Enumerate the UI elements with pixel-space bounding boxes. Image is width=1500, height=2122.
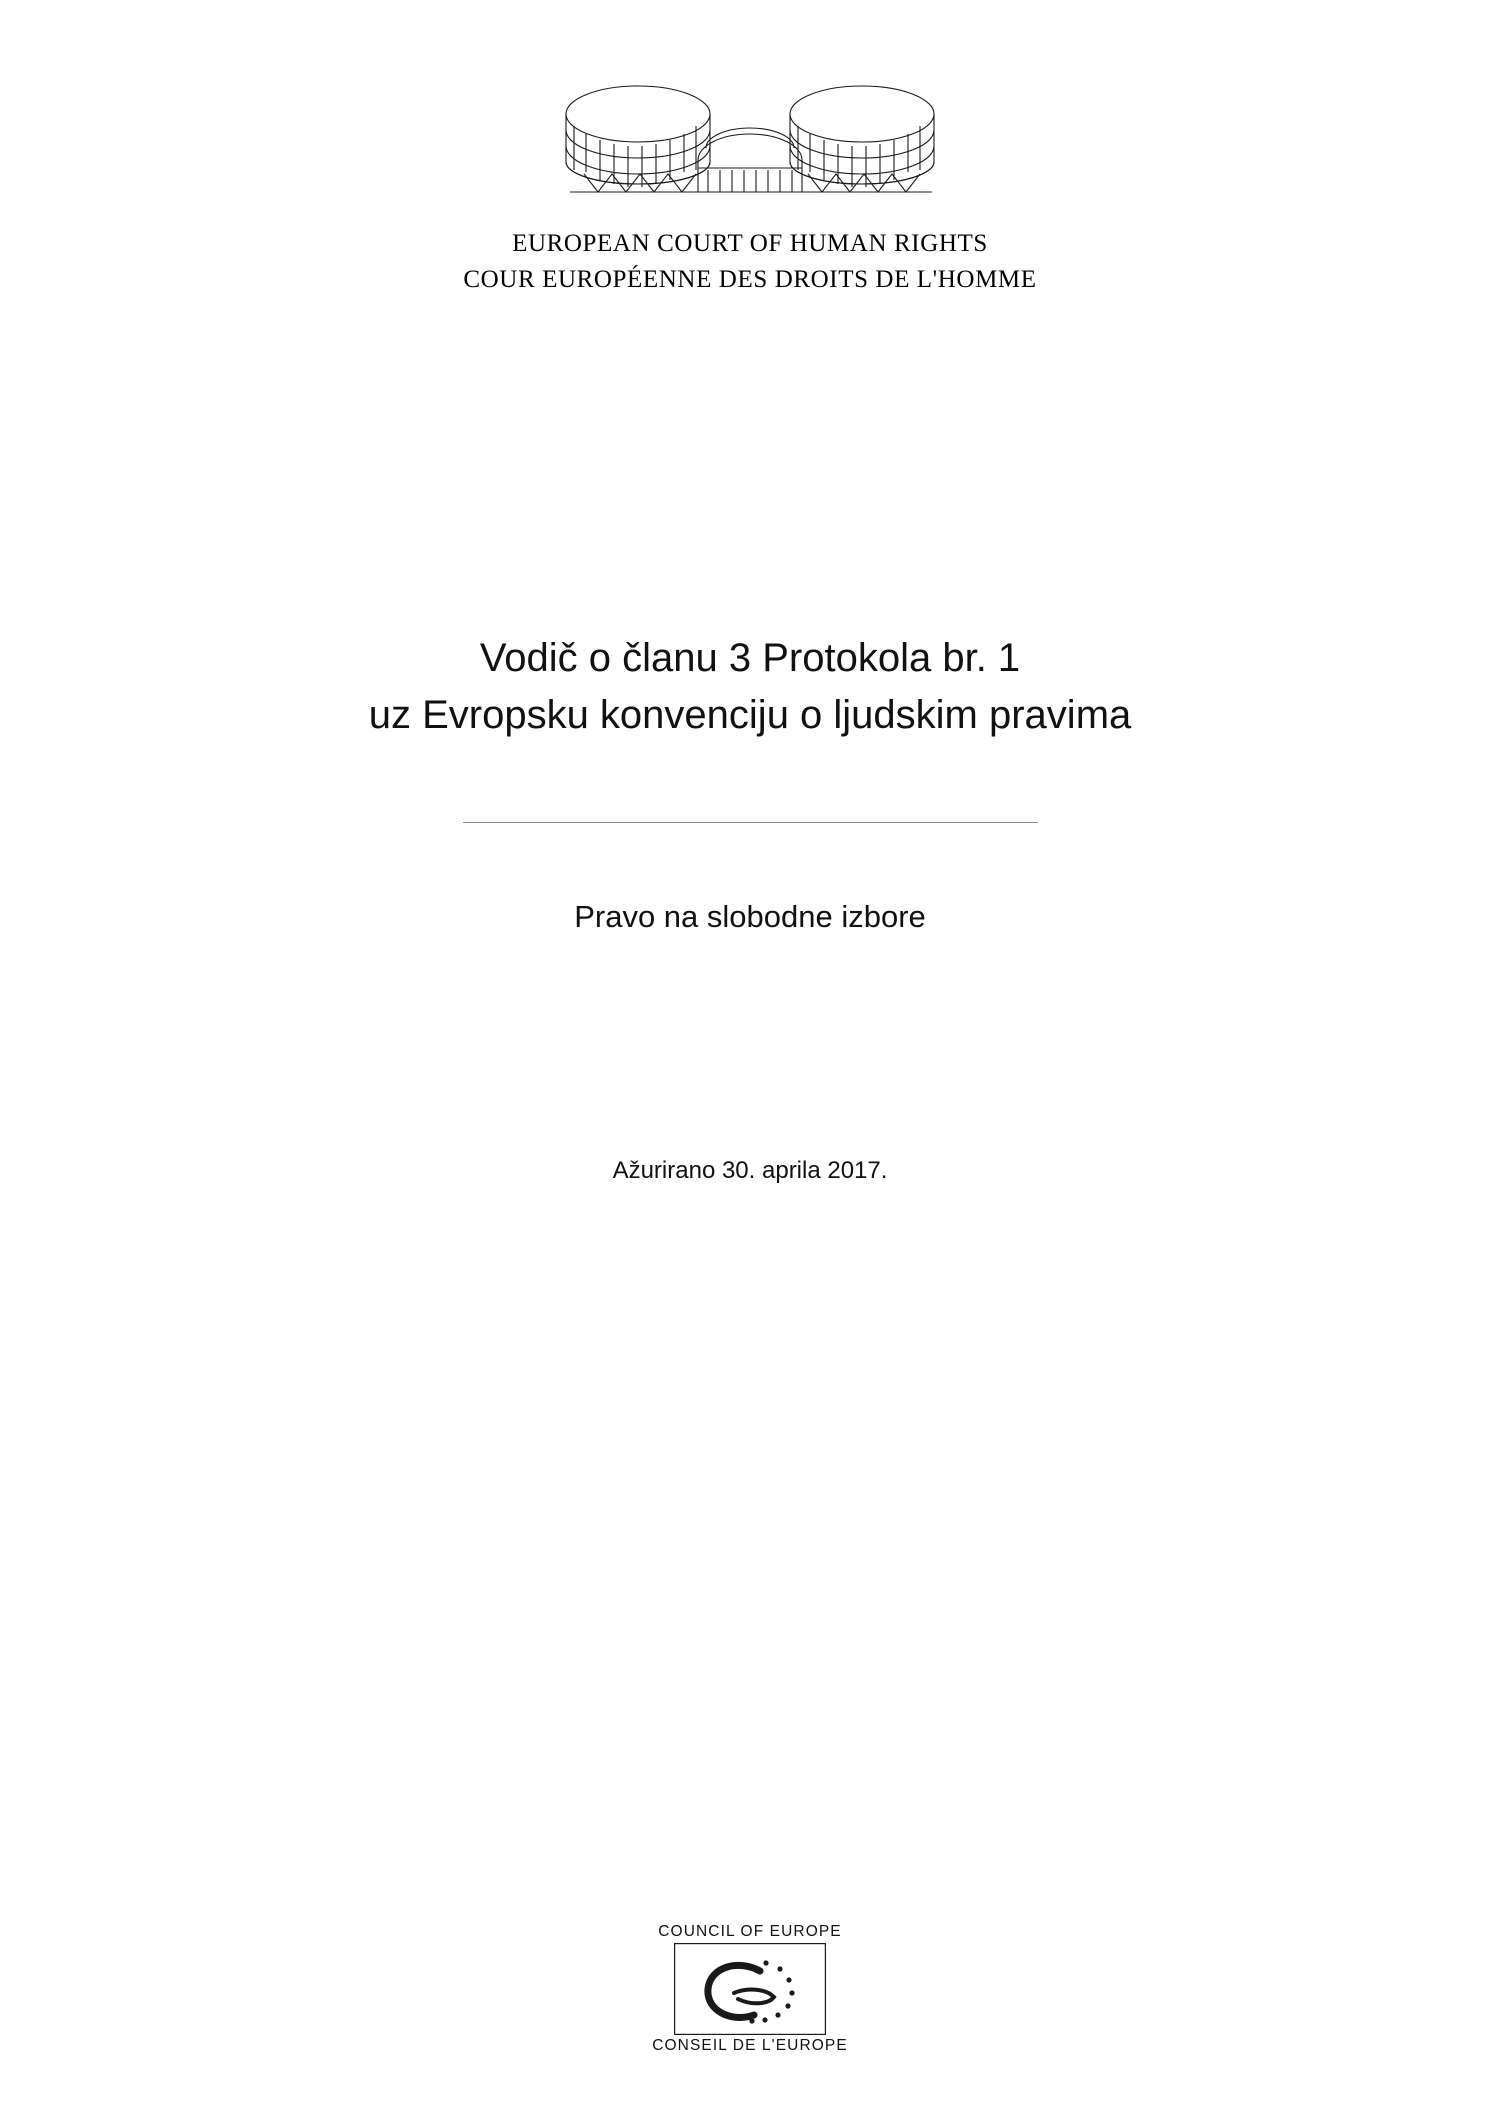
title-block <box>0 630 1500 1185</box>
document-subtitle: Pravo na slobodne izbore <box>574 898 926 934</box>
page-title-line-2: uz Evropsku konvenciju o ljudskim pravima <box>368 692 1132 737</box>
title-divider <box>463 822 1038 823</box>
coe-label-french: CONSEIL DE L'EUROPE <box>652 2037 848 2055</box>
echr-building-icon <box>530 52 970 212</box>
council-of-europe-logo <box>674 1943 826 2035</box>
echr-name-english: EUROPEAN COURT OF HUMAN RIGHTS <box>512 230 988 257</box>
last-updated-text: Ažurirano 30. aprila 2017. <box>612 1156 888 1184</box>
coe-label-english: COUNCIL OF EUROPE <box>658 1922 842 1940</box>
council-of-europe-block <box>0 1923 1500 2056</box>
page-title-line-1: Vodič o članu 3 Protokola br. 1 <box>479 636 1021 680</box>
echr-name-french: COUR EUROPÉENNE DES DROITS DE L'HOMME <box>463 265 1037 293</box>
echr-emblem-block <box>0 52 1500 297</box>
